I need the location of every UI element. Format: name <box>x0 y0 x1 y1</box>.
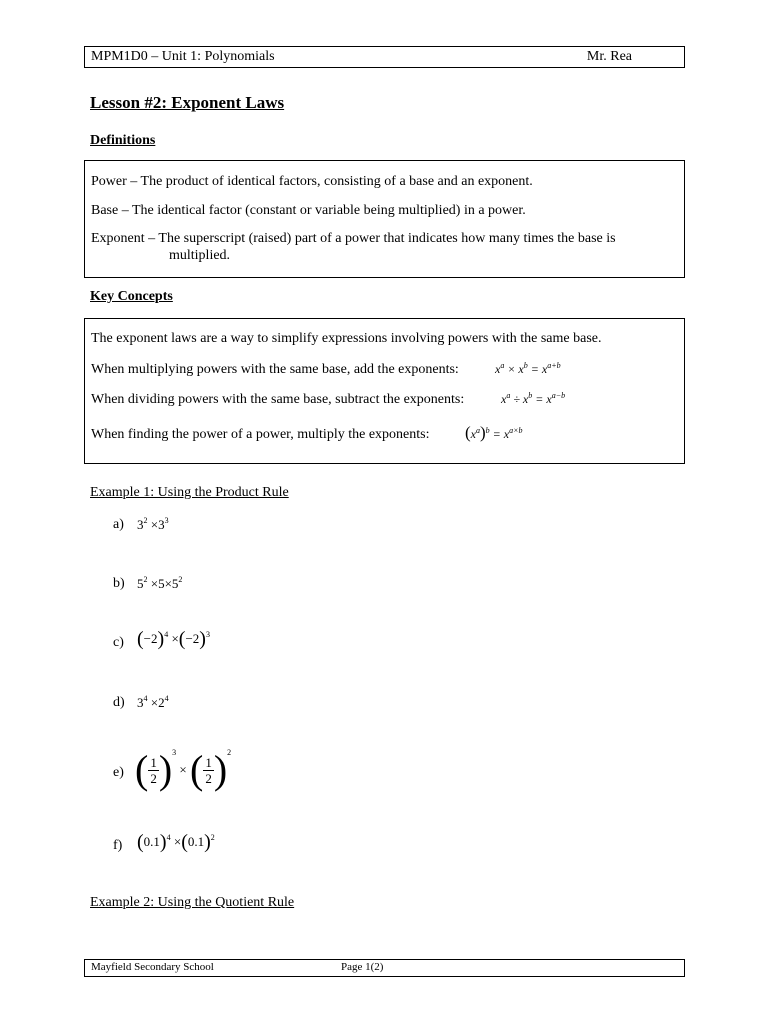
problem-e-expression: ( $\frac{1}{2}$ )$^3$ × ( $\frac{1}{2}$ )$^2$ <box>135 747 232 793</box>
power-rule-text: When finding the power of a power, multiply the exponents: <box>91 427 430 442</box>
quotient-rule-formula: $x^a \div x^b = x^{a-b}$ <box>501 391 566 406</box>
definitions-box <box>84 160 685 278</box>
definition-base: Base – The identical factor (constant or variable being multiplied) in a power. <box>91 203 526 218</box>
problem-f-label: f) <box>113 838 123 853</box>
power-rule-formula: $(x^a)^b = x^{a\times b}$ <box>465 423 523 442</box>
problem-e-label: e) <box>113 765 124 780</box>
problem-a-expression: $3^2 \times 3^3$ <box>137 516 169 532</box>
definition-power: Power – The product of identical factors, consisting of a base and an exponent. <box>91 174 533 189</box>
teacher-name: Mr. Rea <box>586 49 632 64</box>
page-footer <box>84 959 685 977</box>
school-name: Mayfield Secondary School <box>91 961 214 973</box>
key-concepts-heading: Key Concepts <box>90 289 173 304</box>
example1-heading: Example 1: Using the Product Rule <box>90 485 289 500</box>
quotient-rule-text: When dividing powers with the same base, subtract the exponents: <box>91 392 465 407</box>
product-rule-text: When multiplying powers with the same base, add the exponents: <box>91 362 459 377</box>
problem-b-label: b) <box>113 576 125 591</box>
lesson-title: Lesson #2: Exponent Laws <box>90 93 285 112</box>
page-header <box>84 46 685 68</box>
key-concepts-box <box>84 318 685 464</box>
problem-c-expression: $(-2)^4 \times(-2)^3$ <box>137 628 210 650</box>
problem-a-label: a) <box>113 517 124 532</box>
problem-c-label: c) <box>113 635 124 650</box>
page-number: Page 1(2) <box>341 961 384 973</box>
product-rule-formula: $x^a \times x^b = x^{a+b}$ <box>495 361 561 376</box>
problem-b-expression: $5^2 \times 5\times 5^2$ <box>137 575 183 591</box>
example2-heading: Example 2: Using the Quotient Rule <box>90 895 295 910</box>
definition-exponent: Exponent – The superscript (raised) part of a power that indicates how many times the base is <box>91 231 616 246</box>
key-concept-intro: The exponent laws are a way to simplify expressions involving powers with the same base. <box>91 331 602 346</box>
problem-f-expression: $(0.1)^4 \times(0.1)^2$ <box>137 831 215 853</box>
problem-d-expression: $3^4 \times 2^4$ <box>137 694 169 710</box>
definition-exponent-continued: multiplied. <box>169 248 231 263</box>
problem-d-label: d) <box>113 695 125 710</box>
definitions-heading: Definitions <box>90 133 156 148</box>
course-title: MPM1D0 – Unit 1: Polynomials <box>91 49 275 64</box>
